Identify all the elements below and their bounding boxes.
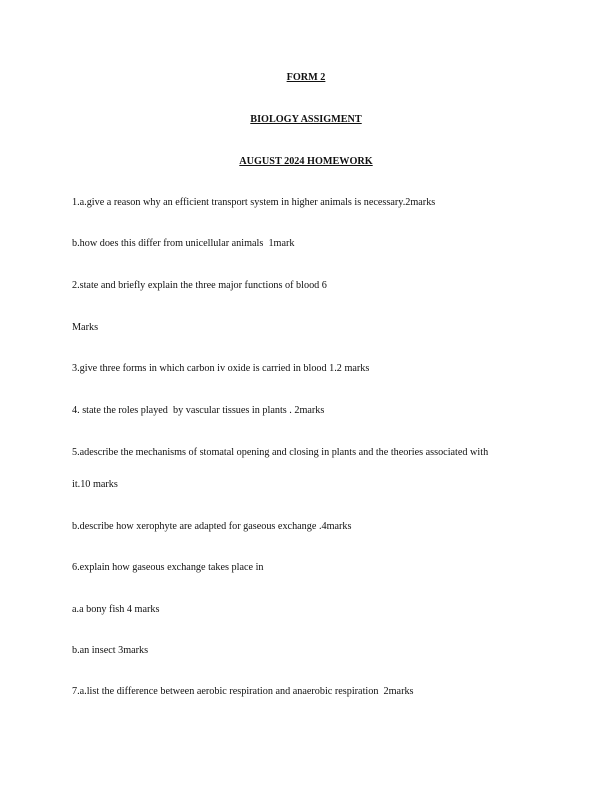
homework-heading: AUGUST 2024 HOMEWORK [239, 156, 373, 167]
question-1b: b.how does this differ from unicellular animals 1mark [72, 238, 295, 249]
question-1a: 1.a.give a reason why an efficient transport system in higher animals is necessary.2marks [72, 197, 436, 208]
question-5a-cont: it.10 marks [72, 479, 118, 490]
question-6b: b.an insect 3marks [72, 645, 149, 656]
question-4: 4. state the roles played by vascular tissues in plants . 2marks [72, 405, 325, 416]
question-3: 3.give three forms in which carbon iv oxide is carried in blood 1.2 marks [72, 363, 370, 374]
form-heading: FORM 2 [286, 72, 326, 83]
question-5a: 5.adescribe the mechanisms of stomatal opening and closing in plants and the theories associated with [72, 447, 489, 458]
question-7a: 7.a.list the difference between aerobic respiration and anaerobic respiration 2marks [72, 686, 414, 697]
question-6: 6.explain how gaseous exchange takes place in [72, 562, 264, 573]
question-6a: a.a bony fish 4 marks [72, 604, 160, 615]
question-2-marks: Marks [72, 322, 99, 333]
question-5b: b.describe how xerophyte are adapted for gaseous exchange .4marks [72, 521, 352, 532]
question-2: 2.state and briefly explain the three major functions of blood 6 [72, 280, 327, 291]
subject-heading: BIOLOGY ASSIGMENT [250, 114, 362, 125]
